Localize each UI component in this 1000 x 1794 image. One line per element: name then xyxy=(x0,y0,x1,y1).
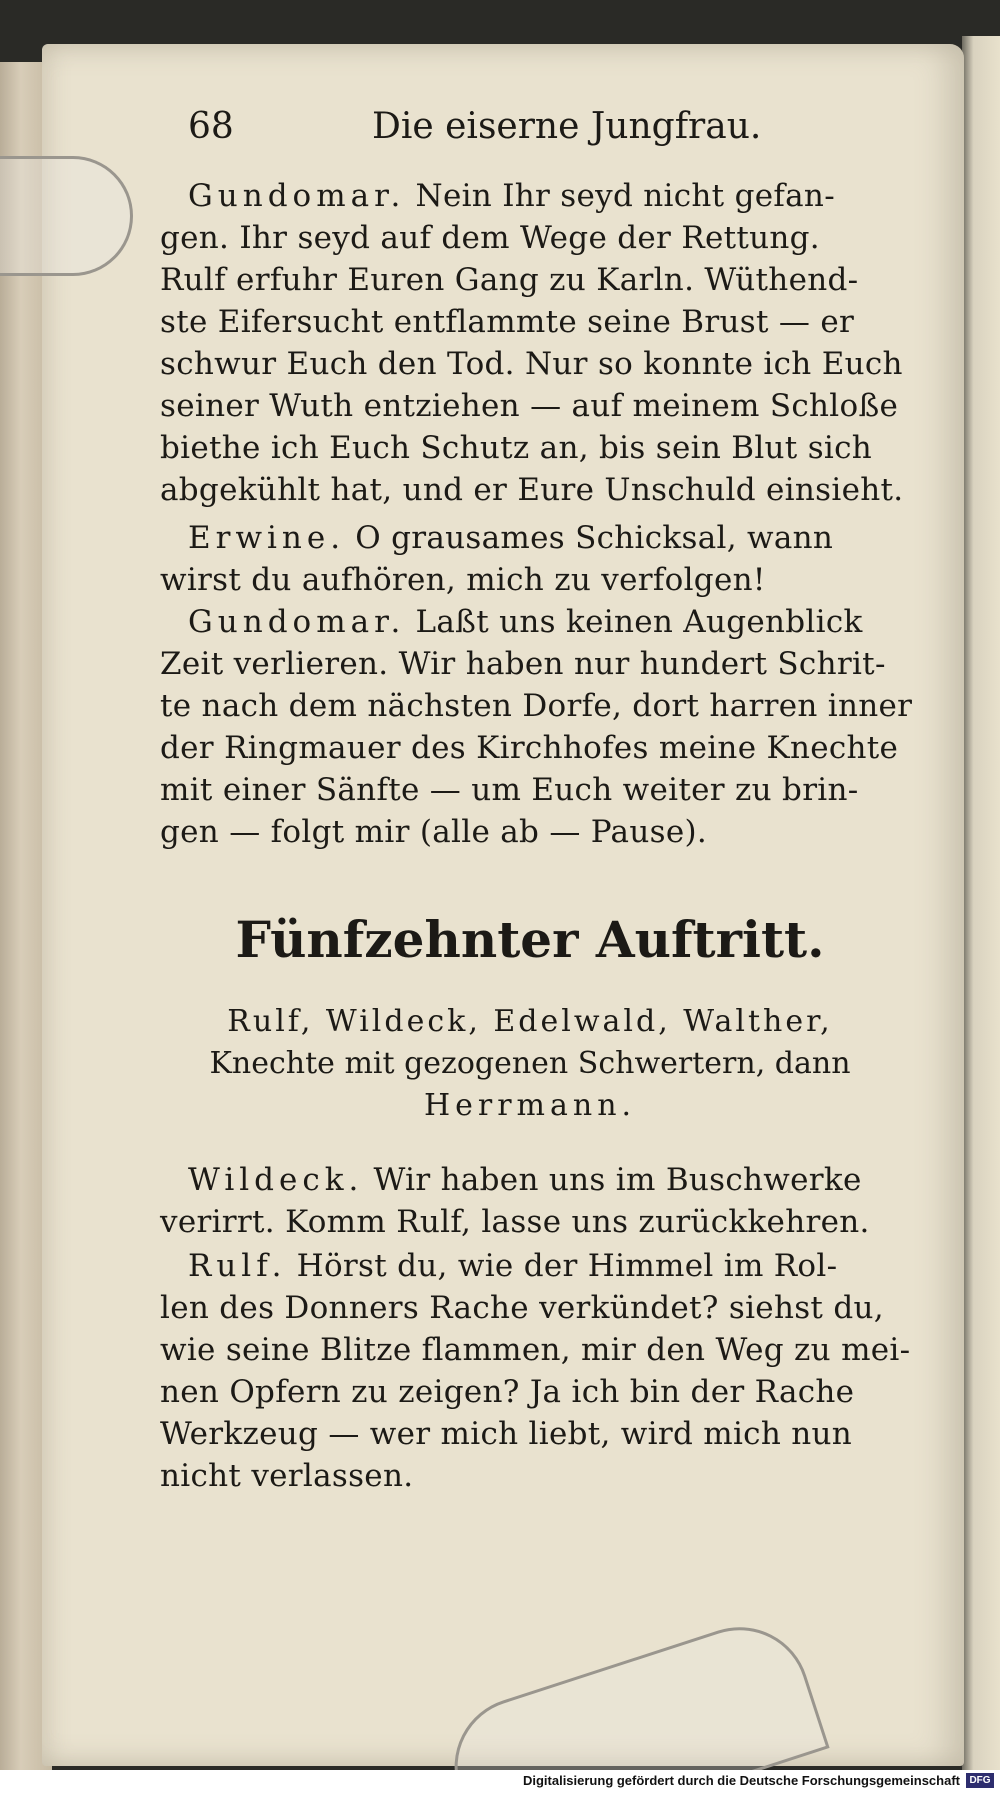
cast-line: Knechte mit gezogenen Schwertern, dann xyxy=(209,1046,851,1081)
text-line: Werkzeug — wer mich liebt, wird mich nun xyxy=(160,1416,853,1452)
scene-title: Fünfzehnter Auftritt. xyxy=(235,910,825,969)
text-line: der Ringmauer des Kirchhofes meine Knechte xyxy=(160,730,899,766)
speaker-name: Wildeck. xyxy=(188,1162,364,1198)
page-header xyxy=(160,100,900,150)
dialogue-text: Hörst du, wie der Himmel im Rol- xyxy=(296,1248,838,1284)
text-line: biethe ich Euch Schutz an, bis sein Blut sich xyxy=(160,430,873,466)
speaker-name: Erwine. xyxy=(188,520,346,556)
text-line: seiner Wuth entziehen — auf meinem Schloße xyxy=(160,388,899,424)
text-line xyxy=(188,178,835,214)
text-line: Zeit verlieren. Wir haben nur hundert Schrit- xyxy=(160,646,886,682)
page-edge-right xyxy=(962,36,1000,1781)
dialogue-text: Wir haben uns im Buschwerke xyxy=(373,1162,862,1198)
text-line: wie seine Blitze flammen, mir den Weg zu mei- xyxy=(160,1332,911,1368)
text-line xyxy=(188,1162,862,1198)
text-line: nen Opfern zu zeigen? Ja ich bin der Rache xyxy=(160,1374,855,1410)
text-line: abgekühlt hat, und er Eure Unschuld einsieht. xyxy=(160,472,904,508)
book-clip-top xyxy=(0,156,133,276)
text-line: te nach dem nächsten Dorfe, dort harren inner xyxy=(160,688,913,724)
text-line: len des Donners Rache verkündet? siehst du, xyxy=(160,1290,884,1326)
book-page xyxy=(42,44,964,1766)
text-line: Rulf erfuhr Euren Gang zu Karln. Wüthend- xyxy=(160,262,859,298)
text-line xyxy=(188,1248,837,1284)
digitization-footer xyxy=(0,1770,1000,1794)
text-line: gen. Ihr seyd auf dem Wege der Rettung. xyxy=(160,220,820,256)
page-number: 68 xyxy=(188,106,234,147)
cast-line: Rulf, Wildeck, Edelwald, Walther, xyxy=(227,1004,833,1039)
dialogue-text: Nein Ihr seyd nicht gefan- xyxy=(415,178,835,214)
dialogue-text: O grausames Schicksal, wann xyxy=(355,520,834,556)
speaker-name: Rulf. xyxy=(188,1248,287,1284)
text-line: schwur Euch den Tod. Nur so konnte ich Euch xyxy=(160,346,903,382)
speaker-name: Gundomar. xyxy=(188,178,406,214)
text-line: gen — folgt mir (alle ab — Pause). xyxy=(160,814,708,850)
text-line: ste Eifersucht entflammte seine Brust — er xyxy=(160,304,855,340)
running-title: Die eiserne Jungfrau. xyxy=(372,106,762,147)
text-line: mit einer Sänfte — um Euch weiter zu brin- xyxy=(160,772,859,808)
dfg-logo: DFG xyxy=(966,1773,994,1788)
text-line: verirrt. Komm Rulf, lasse uns zurückkehren. xyxy=(160,1204,870,1240)
text-line: wirst du aufhören, mich zu verfolgen! xyxy=(160,562,766,598)
cast-line: Herrmann. xyxy=(423,1088,637,1123)
dialogue-text: Laßt uns keinen Augenblick xyxy=(415,604,863,640)
speaker-name: Gundomar. xyxy=(188,604,406,640)
text-line xyxy=(188,604,863,640)
text-line xyxy=(188,520,833,556)
funding-credit: Digitalisierung gefördert durch die Deutsche Forschungsgemeinschaft xyxy=(522,1773,960,1788)
text-line: nicht verlassen. xyxy=(160,1458,414,1494)
